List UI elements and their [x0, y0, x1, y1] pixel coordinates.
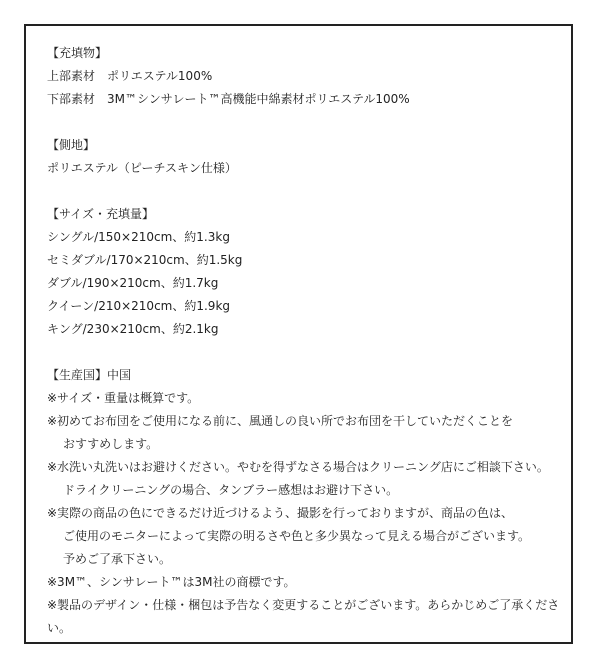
- size-item-semi-double: セミダブル/170×210cm、約1.5kg: [47, 253, 243, 267]
- note-line: ※水洗い丸洗いはお避けください。やむを得ずなさる場合はクリーニング店にご相談下さい。: [47, 460, 549, 474]
- filling-top-material: 上部素材 ポリエステル100%: [47, 69, 213, 83]
- size-item-double: ダブル/190×210cm、約1.7kg: [47, 276, 219, 290]
- note-line-continuation: 予めご了承下さい。: [63, 552, 172, 566]
- note-line-continuation: ドライクリーニングの場合、タンブラー感想はお避け下さい。: [63, 483, 399, 497]
- note-line-continuation: ご使用のモニターによって実際の明るさや色と多少異なって見える場合がございます。: [63, 529, 531, 543]
- side-material: ポリエステル（ピーチスキン仕様）: [47, 161, 237, 175]
- note-line-continuation: い。: [47, 621, 72, 635]
- size-item-queen: クイーン/210×210cm、約1.9kg: [47, 299, 231, 313]
- note-line-continuation: おすすめします。: [63, 437, 159, 451]
- filling-bottom-material: 下部素材 3M™シンサレート™高機能中綿素材ポリエステル100%: [47, 92, 410, 106]
- section-gap: [47, 111, 567, 134]
- side-heading: 【側地】: [47, 138, 96, 152]
- spec-content: [47, 42, 567, 640]
- note-line: ※製品のデザイン・仕様・梱包は予告なく変更することがございます。あらかじめご了承くださ: [47, 598, 560, 612]
- note-line: ※サイズ・重量は概算です。: [47, 391, 200, 405]
- size-item-king: キング/230×210cm、約2.1kg: [47, 322, 219, 336]
- note-line: ※実際の商品の色にできるだけ近づけるよう、撮影を行っておりますが、商品の色は、: [47, 506, 514, 520]
- spec-panel: [24, 24, 573, 644]
- section-gap: [47, 180, 567, 203]
- origin-heading: 【生産国】中国: [47, 368, 132, 382]
- size-item-single: シングル/150×210cm、約1.3kg: [47, 230, 230, 244]
- note-line: ※3M™、シンサレート™は3M社の商標です。: [47, 575, 296, 589]
- section-gap: [47, 341, 567, 364]
- note-line: ※初めてお布団をご使用になる前に、風通しの良い所でお布団を干していただくことを: [47, 414, 514, 428]
- filling-heading: 【充填物】: [47, 46, 108, 60]
- sizes-heading: 【サイズ・充填量】: [47, 207, 155, 221]
